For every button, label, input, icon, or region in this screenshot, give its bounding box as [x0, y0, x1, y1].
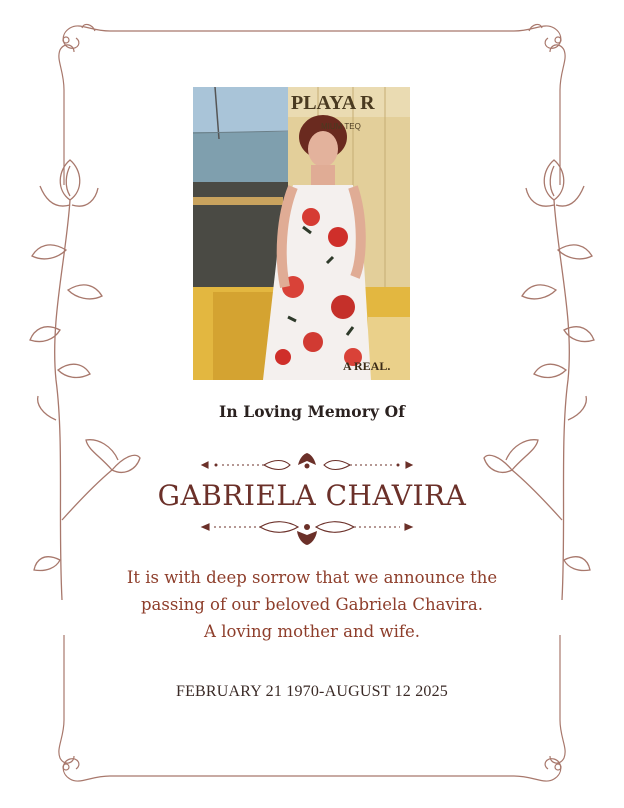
- left-flower-branch: [30, 160, 140, 600]
- corner-flourish-top-left: [59, 24, 110, 90]
- deceased-name: GABRIELA CHAVIRA: [157, 479, 467, 512]
- message-line: It is with deep sorrow that we announce the: [126, 568, 498, 587]
- message-line: A loving mother and wife.: [204, 622, 420, 641]
- corner-flourish-bottom-left: [59, 720, 110, 781]
- corner-flourish-bottom-right: [514, 720, 565, 781]
- corner-flourish-top-right: [514, 24, 565, 90]
- photo-sign-sub: MIUM TEQ: [321, 122, 361, 131]
- memorial-photo: [193, 87, 410, 380]
- in-memory-heading: In Loving Memory Of: [219, 402, 405, 421]
- ornament-divider-bottom: [194, 517, 420, 547]
- announcement-message: [0, 564, 624, 645]
- photo-sign-bottom: A REAL.: [343, 359, 391, 373]
- message-line: passing of our beloved Gabriela Chavira.: [141, 595, 483, 614]
- photo-sign-top: PLAYA R: [291, 92, 375, 114]
- right-flower-branch: [484, 160, 594, 600]
- life-dates: FEBRUARY 21 1970-AUGUST 12 2025: [175, 683, 448, 700]
- ornament-divider-top: [194, 451, 420, 473]
